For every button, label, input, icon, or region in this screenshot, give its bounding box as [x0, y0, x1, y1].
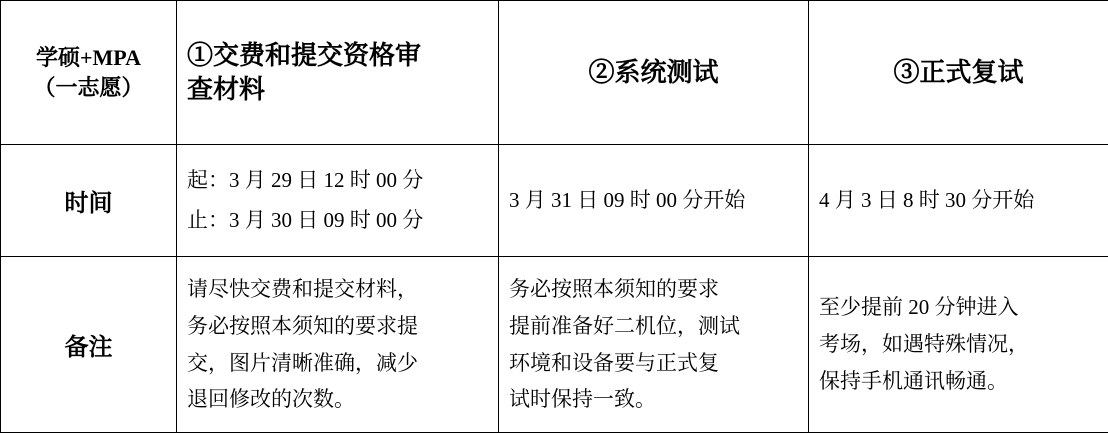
- header-corner-line1: 学硕+MPA: [11, 43, 166, 73]
- row-label-remark: 备注: [1, 257, 177, 433]
- row-label-time: 时间: [1, 145, 177, 257]
- header-stage-3-cell: ③正式复试: [809, 1, 1108, 145]
- time-cell-stage-3: [809, 145, 1108, 257]
- time-cell-stage-1: [177, 145, 499, 257]
- remark-line: 退回修改的次数。: [187, 381, 488, 418]
- header-corner-line2: （一志愿）: [11, 73, 166, 103]
- header-stage-2-cell: ②系统测试: [499, 1, 809, 145]
- remark-line: 务必按照本须知的要求: [509, 271, 798, 308]
- remark-line: 环境和设备要与正式复: [509, 345, 798, 382]
- remark-cell-stage-2: [499, 257, 809, 433]
- remark-line: 提前准备好二机位，测试: [509, 308, 798, 345]
- header-stage-1-line1: ①交费和提交资格审: [187, 39, 488, 73]
- time-line: 止：3 月 30 日 09 时 00 分: [187, 201, 488, 241]
- time-line: 起：3 月 29 日 12 时 00 分: [187, 161, 488, 201]
- remark-line: 至少提前 20 分钟进入: [819, 289, 1098, 326]
- time-line: 3 月 31 日 09 时 00 分开始: [509, 185, 798, 217]
- table-row-remark: [1, 257, 1108, 433]
- remark-cell-stage-3: [809, 257, 1108, 433]
- header-stage-1-cell: [177, 1, 499, 145]
- time-cell-stage-2: [499, 145, 809, 257]
- remark-line: 试时保持一致。: [509, 381, 798, 418]
- header-corner-cell: [1, 1, 177, 145]
- remark-line: 请尽快交费和提交材料，: [187, 271, 488, 308]
- remark-line: 保持手机通讯畅通。: [819, 363, 1098, 400]
- table-row-time: [1, 145, 1108, 257]
- table-header-row: [1, 1, 1108, 145]
- remark-line: 考场，如遇特殊情况，: [819, 326, 1098, 363]
- remark-line: 务必按照本须知的要求提: [187, 308, 488, 345]
- header-stage-1-line2: 查材料: [187, 73, 488, 107]
- remark-line: 交，图片清晰准确，减少: [187, 345, 488, 382]
- remark-cell-stage-1: [177, 257, 499, 433]
- time-line: 4 月 3 日 8 时 30 分开始: [819, 185, 1098, 217]
